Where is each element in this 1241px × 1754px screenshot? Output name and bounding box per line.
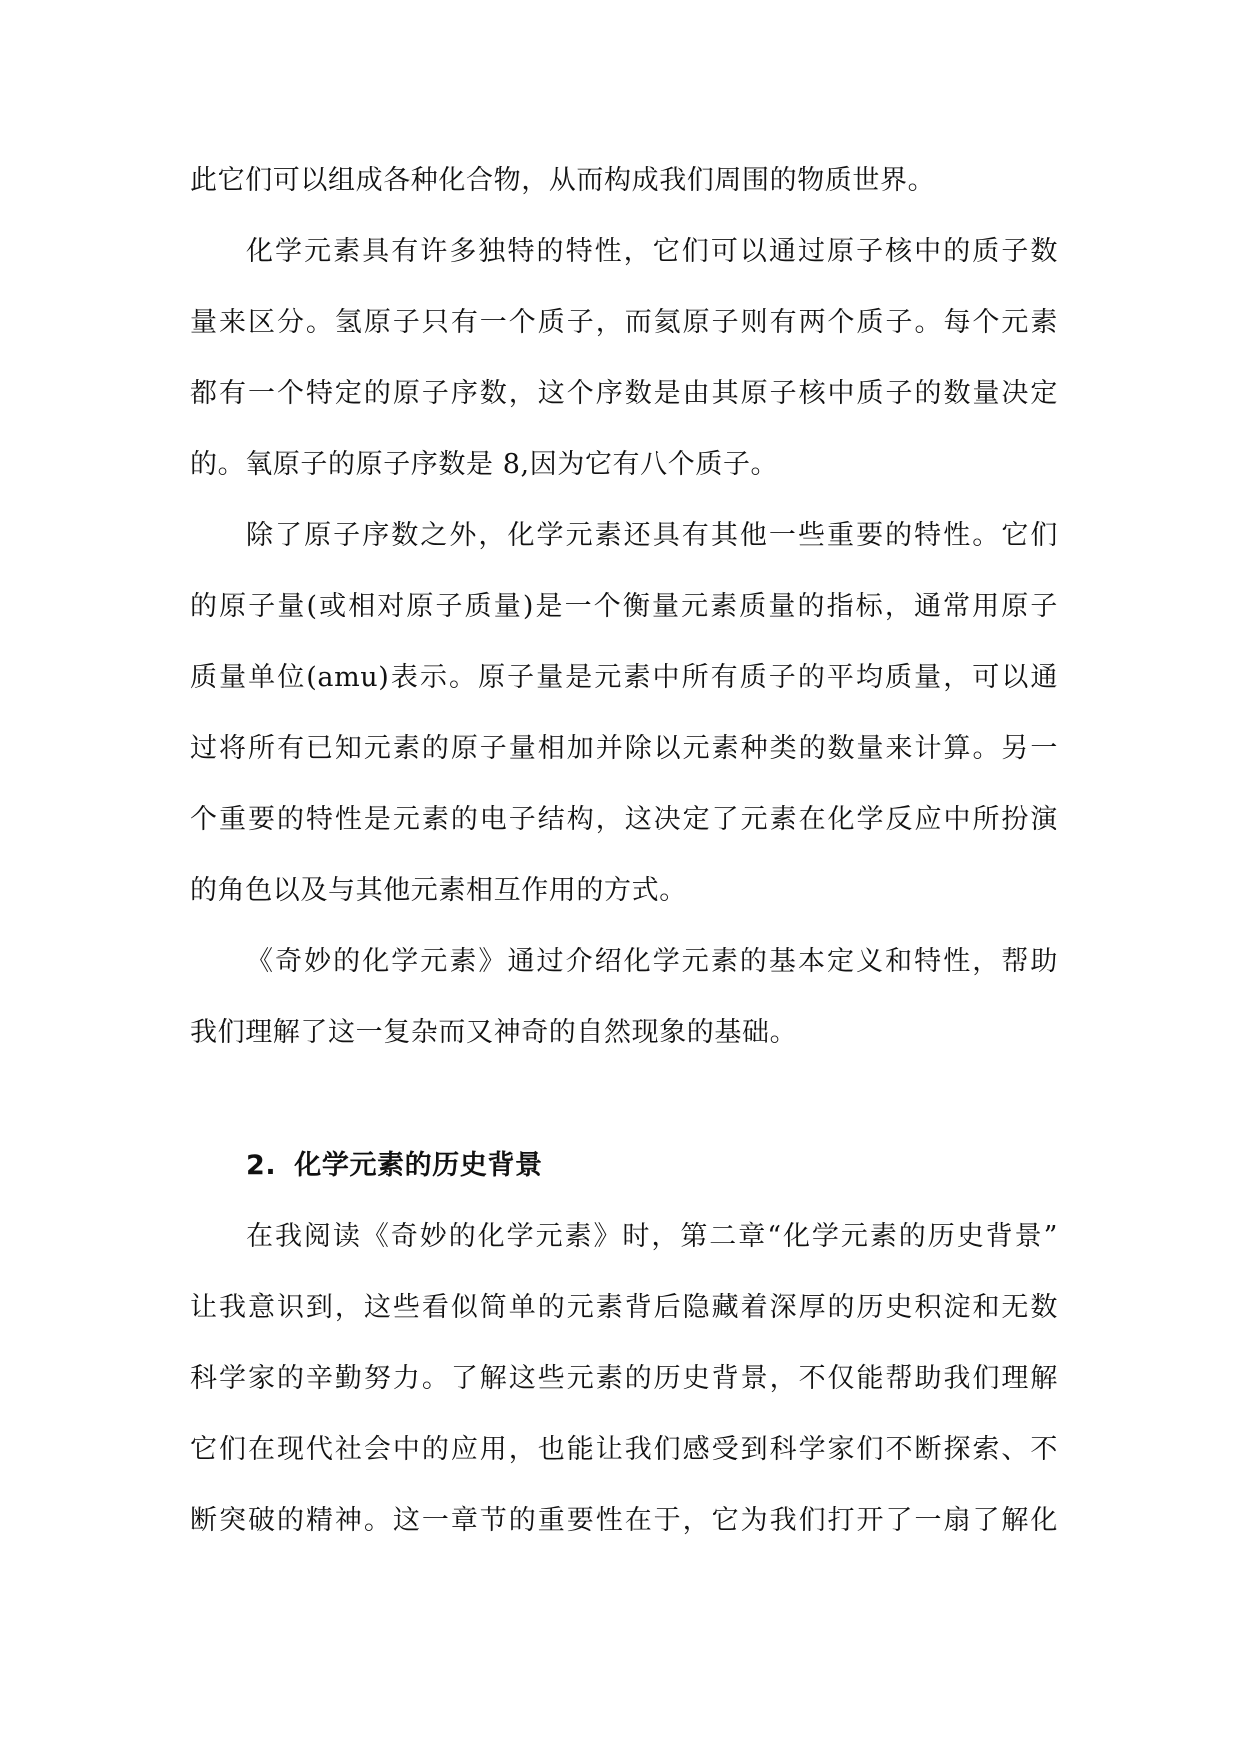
paragraph-line: 除了原子序数之外，化学元素还具有其他一些重要的特性。它们 [246,520,1058,551]
paragraph-line: 此它们可以组成各种化合物，从而构成我们周围的物质世界。 [190,165,936,196]
paragraph-line: 量来区分。氢原子只有一个质子，而氦原子则有两个质子。每个元素 [190,307,1058,338]
section-number: 2. [246,1150,277,1181]
paragraph-line: 《奇妙的化学元素》通过介绍化学元素的基本定义和特性，帮助 [246,946,1058,977]
paragraph-line: 科学家的辛勤努力。了解这些元素的历史背景，不仅能帮助我们理解 [190,1363,1058,1394]
paragraph-line: 的角色以及与其他元素相互作用的方式。 [190,875,687,906]
paragraph-line: 个重要的特性是元素的电子结构，这决定了元素在化学反应中所扮演 [190,804,1058,835]
paragraph-line: 质量单位(amu)表示。原子量是元素中所有质子的平均质量，可以通 [190,662,1058,693]
paragraph-line: 它们在现代社会中的应用，也能让我们感受到科学家们不断探索、不 [190,1434,1058,1465]
section-heading [190,1130,1058,1201]
paragraph-line: 在我阅读《奇妙的化学元素》时，第二章“化学元素的历史背景” [246,1221,1058,1252]
paragraph-line: 的原子量(或相对原子质量)是一个衡量元素质量的指标，通常用原子 [190,591,1058,622]
section-title: 化学元素的历史背景 [294,1150,543,1181]
paragraph-line: 都有一个特定的原子序数，这个序数是由其原子核中质子的数量决定 [190,378,1058,409]
section-spacer [190,1068,1058,1130]
paragraph-line: 让我意识到，这些看似简单的元素背后隐藏着深厚的历史积淀和无数 [190,1292,1058,1323]
paragraph-line: 断突破的精神。这一章节的重要性在于，它为我们打开了一扇了解化 [190,1505,1058,1536]
document-body [190,145,1058,1556]
paragraph-line: 我们理解了这一复杂而又神奇的自然现象的基础。 [190,1017,798,1048]
paragraph-line: 的。氧原子的原子序数是 8,因为它有八个质子。 [190,449,779,480]
paragraph-line: 过将所有已知元素的原子量相加并除以元素种类的数量来计算。另一 [190,733,1058,764]
paragraph-line: 化学元素具有许多独特的特性，它们可以通过原子核中的质子数 [246,236,1058,267]
